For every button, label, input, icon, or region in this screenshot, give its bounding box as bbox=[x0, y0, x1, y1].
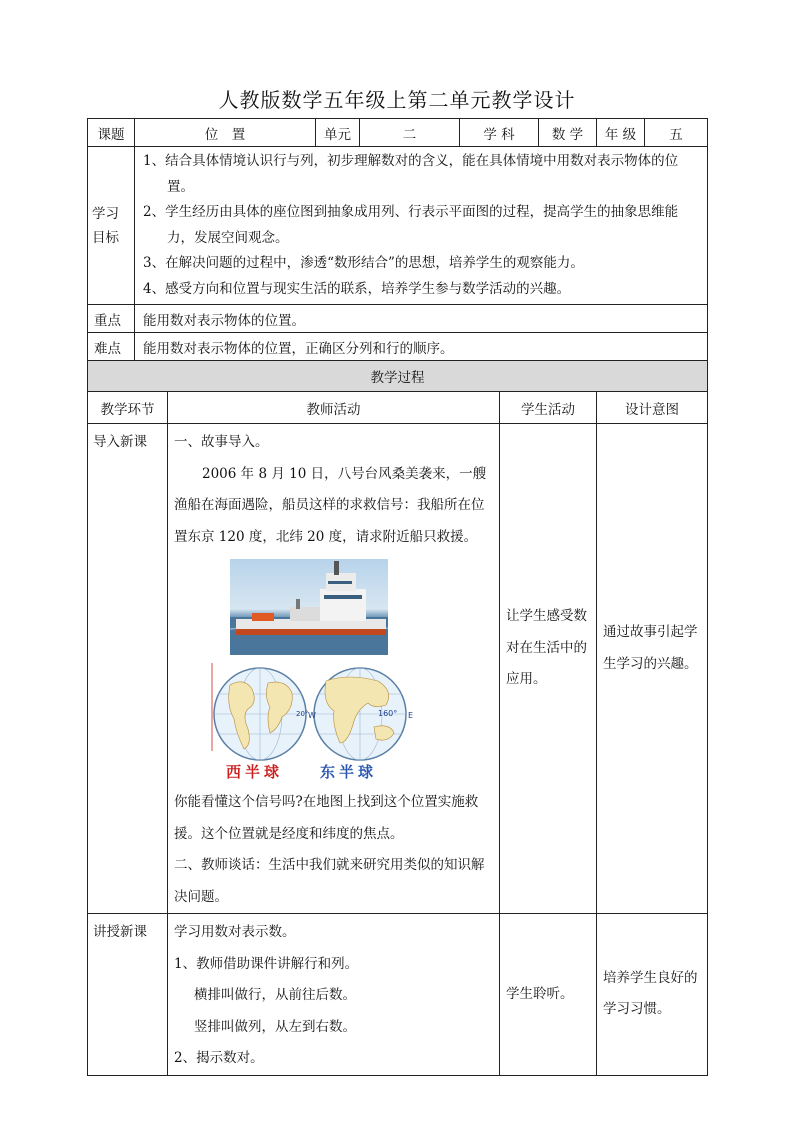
document-title: 人教版数学五年级上第二单元教学设计 bbox=[218, 88, 576, 112]
unit-value: 二 bbox=[360, 119, 460, 147]
key-point-label: 重点 bbox=[88, 305, 135, 333]
intro-intent: 通过故事引起学生学习的兴趣。 bbox=[597, 424, 708, 914]
intro-story: 2006 年 8 月 10 日，八号台风桑美袭来，一艘渔船在海面遇险，船员这样的求救信号：我船所在位置东京 120 度，北纬 20 度，请求附近船只救援。 bbox=[174, 465, 487, 545]
teaching-row bbox=[88, 914, 708, 1076]
goal-item: 4、感受方向和位置与现实生活的联系，培养学生参与数学活动的兴趣。 bbox=[143, 280, 571, 297]
topic-label: 课题 bbox=[88, 119, 135, 147]
teaching-rows: 横排叫做行，从前往后数。 bbox=[194, 987, 356, 1003]
teaching-heading: 学习用数对表示数。 bbox=[174, 924, 296, 940]
lon-160-label: 160° bbox=[378, 709, 398, 718]
intro-heading: 一、故事导入。 bbox=[174, 434, 269, 450]
west-marker: W bbox=[308, 711, 316, 720]
difficulty-text: 能用数对表示物体的位置，正确区分列和行的顺序。 bbox=[135, 333, 708, 361]
teaching-intent: 培养学生良好的学习习惯。 bbox=[597, 914, 708, 1076]
intro-teacher bbox=[168, 424, 500, 914]
process-header-row bbox=[88, 392, 708, 424]
col-intent: 设计意图 bbox=[597, 392, 708, 424]
rescue-ship-image bbox=[230, 559, 388, 655]
subject-label: 学 科 bbox=[460, 119, 539, 147]
grade-label: 年 级 bbox=[597, 119, 645, 147]
process-title: 教学过程 bbox=[88, 361, 708, 392]
teaching-step-2: 2、揭示数对。 bbox=[174, 1050, 264, 1066]
lesson-plan-table bbox=[87, 118, 708, 1076]
intro-question: 你能看懂这个信号吗?在地图上找到这个位置实施救援。这个位置就是经度和纬度的焦点。 bbox=[174, 794, 479, 842]
difficulty-label: 难点 bbox=[88, 333, 135, 361]
east-marker: E bbox=[408, 711, 414, 720]
teaching-step-1: 1、教师借助课件讲解行和列。 bbox=[174, 955, 359, 972]
col-student: 学生活动 bbox=[500, 392, 597, 424]
intro-stage: 导入新课 bbox=[88, 424, 168, 914]
unit-label: 单元 bbox=[316, 119, 360, 147]
teaching-stage: 讲授新课 bbox=[88, 914, 168, 1076]
goal-item: 2、学生经历由具体的座位图到抽象成用列、行表示平面图的过程，提高学生的抽象思维能力，发展空间观念。 bbox=[143, 204, 679, 246]
subject-value: 数 学 bbox=[539, 119, 597, 147]
intro-student: 让学生感受数对在生活中的应用。 bbox=[500, 424, 597, 914]
world-map-image bbox=[208, 663, 423, 781]
west-hemisphere-label: 西半球 bbox=[226, 763, 284, 781]
col-teacher: 教师活动 bbox=[168, 392, 500, 424]
col-stage: 教学环节 bbox=[88, 392, 168, 424]
goals-row bbox=[88, 147, 708, 305]
key-point-row bbox=[88, 305, 708, 333]
goals-label: 学习目标 bbox=[88, 147, 135, 305]
topic-value: 位 置 bbox=[135, 119, 316, 147]
goal-item: 1、结合具体情境认识行与列，初步理解数对的含义，能在具体情境中用数对表示物体的位置。 bbox=[143, 153, 679, 195]
goal-item: 3、在解决问题的过程中，渗透“数形结合”的思想，培养学生的观察能力。 bbox=[143, 255, 584, 271]
teaching-columns: 竖排叫做列，从左到右数。 bbox=[194, 1018, 356, 1035]
header-row bbox=[88, 119, 708, 147]
intro-talk: 二、教师谈话：生活中我们就来研究用类似的知识解决问题。 bbox=[174, 857, 485, 905]
process-title-row bbox=[88, 361, 708, 392]
teaching-student: 学生聆听。 bbox=[500, 914, 597, 1076]
grade-value: 五 bbox=[645, 119, 708, 147]
goals-list bbox=[135, 147, 708, 305]
lon-20-label: 20° bbox=[296, 710, 309, 718]
key-point-text: 能用数对表示物体的位置。 bbox=[135, 305, 708, 333]
teaching-teacher bbox=[168, 914, 500, 1076]
intro-row bbox=[88, 424, 708, 914]
east-hemisphere-label: 东半球 bbox=[320, 763, 378, 781]
difficulty-row bbox=[88, 333, 708, 361]
